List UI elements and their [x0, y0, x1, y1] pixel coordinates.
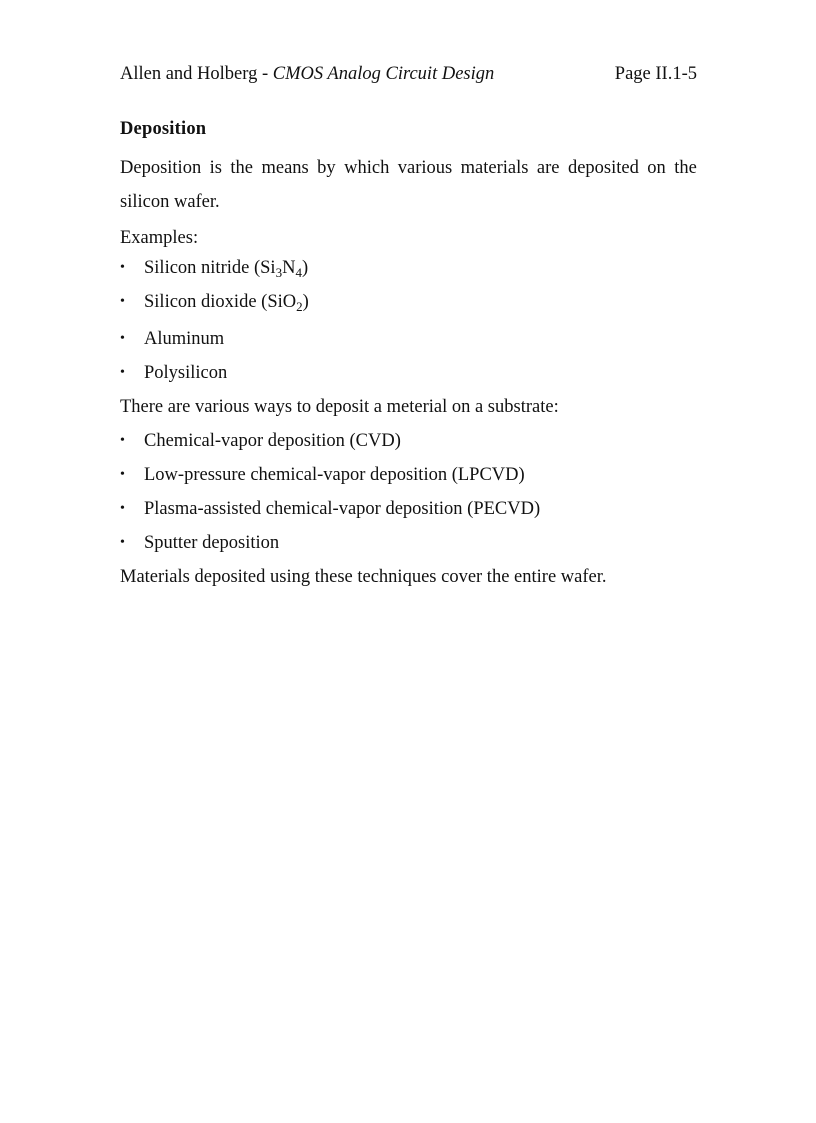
header-authors: Allen and Holberg - [120, 64, 273, 84]
intro-word: means [261, 158, 309, 178]
intro-paragraph [120, 156, 697, 214]
intro-word: by [317, 158, 336, 178]
list-item: • Plasma-assisted chemical-vapor deposition (PECVD) [120, 499, 541, 519]
bullet-icon: • [120, 535, 125, 550]
bullet-icon: • [120, 467, 125, 482]
intro-line-2: silicon wafer. [120, 192, 220, 212]
section-heading: Deposition [120, 119, 207, 139]
page-header [120, 62, 697, 86]
header-title [120, 62, 494, 86]
header-book-title: CMOS Analog Circuit Design [272, 64, 495, 84]
list-item: • Silicon nitride $(Si_3N_4)$ [120, 258, 309, 280]
list-item: • Polysilicon [120, 363, 228, 383]
header-page-number: Page II.1-5 [614, 64, 697, 84]
intro-word: the [230, 158, 254, 178]
bullet-icon: • [120, 294, 125, 309]
examples-label: Examples: [120, 228, 199, 248]
bullet-icon: • [120, 331, 125, 346]
document-page [120, 0, 697, 1123]
intro-word: materials [460, 158, 529, 178]
list-item: • Sputter deposition [120, 533, 280, 553]
list-item: • Chemical-vapor deposition (CVD) [120, 431, 401, 451]
methods-intro: There are various ways to deposit a meterial on a substrate: [120, 397, 559, 417]
bullet-icon: • [120, 433, 125, 448]
intro-word: Deposition [120, 158, 202, 178]
intro-word: various [397, 158, 453, 178]
conclusion-paragraph: Materials deposited using these techniques cover the entire wafer. [120, 567, 607, 587]
intro-word: is [209, 158, 222, 178]
intro-word: the [674, 158, 697, 178]
intro-line-1 [120, 156, 697, 180]
bullet-icon: • [120, 260, 125, 275]
intro-word: on [647, 158, 666, 178]
list-item: • Low-pressure chemical-vapor deposition (LPCVD) [120, 465, 525, 485]
bullet-icon: • [120, 365, 125, 380]
intro-word: are [536, 158, 560, 178]
bullet-icon: • [120, 501, 125, 516]
intro-word: deposited [567, 158, 639, 178]
list-item: • Silicon dioxide (SiO$_2$) [120, 292, 309, 314]
intro-word: which [344, 158, 390, 178]
list-item: • Aluminum [120, 329, 225, 349]
